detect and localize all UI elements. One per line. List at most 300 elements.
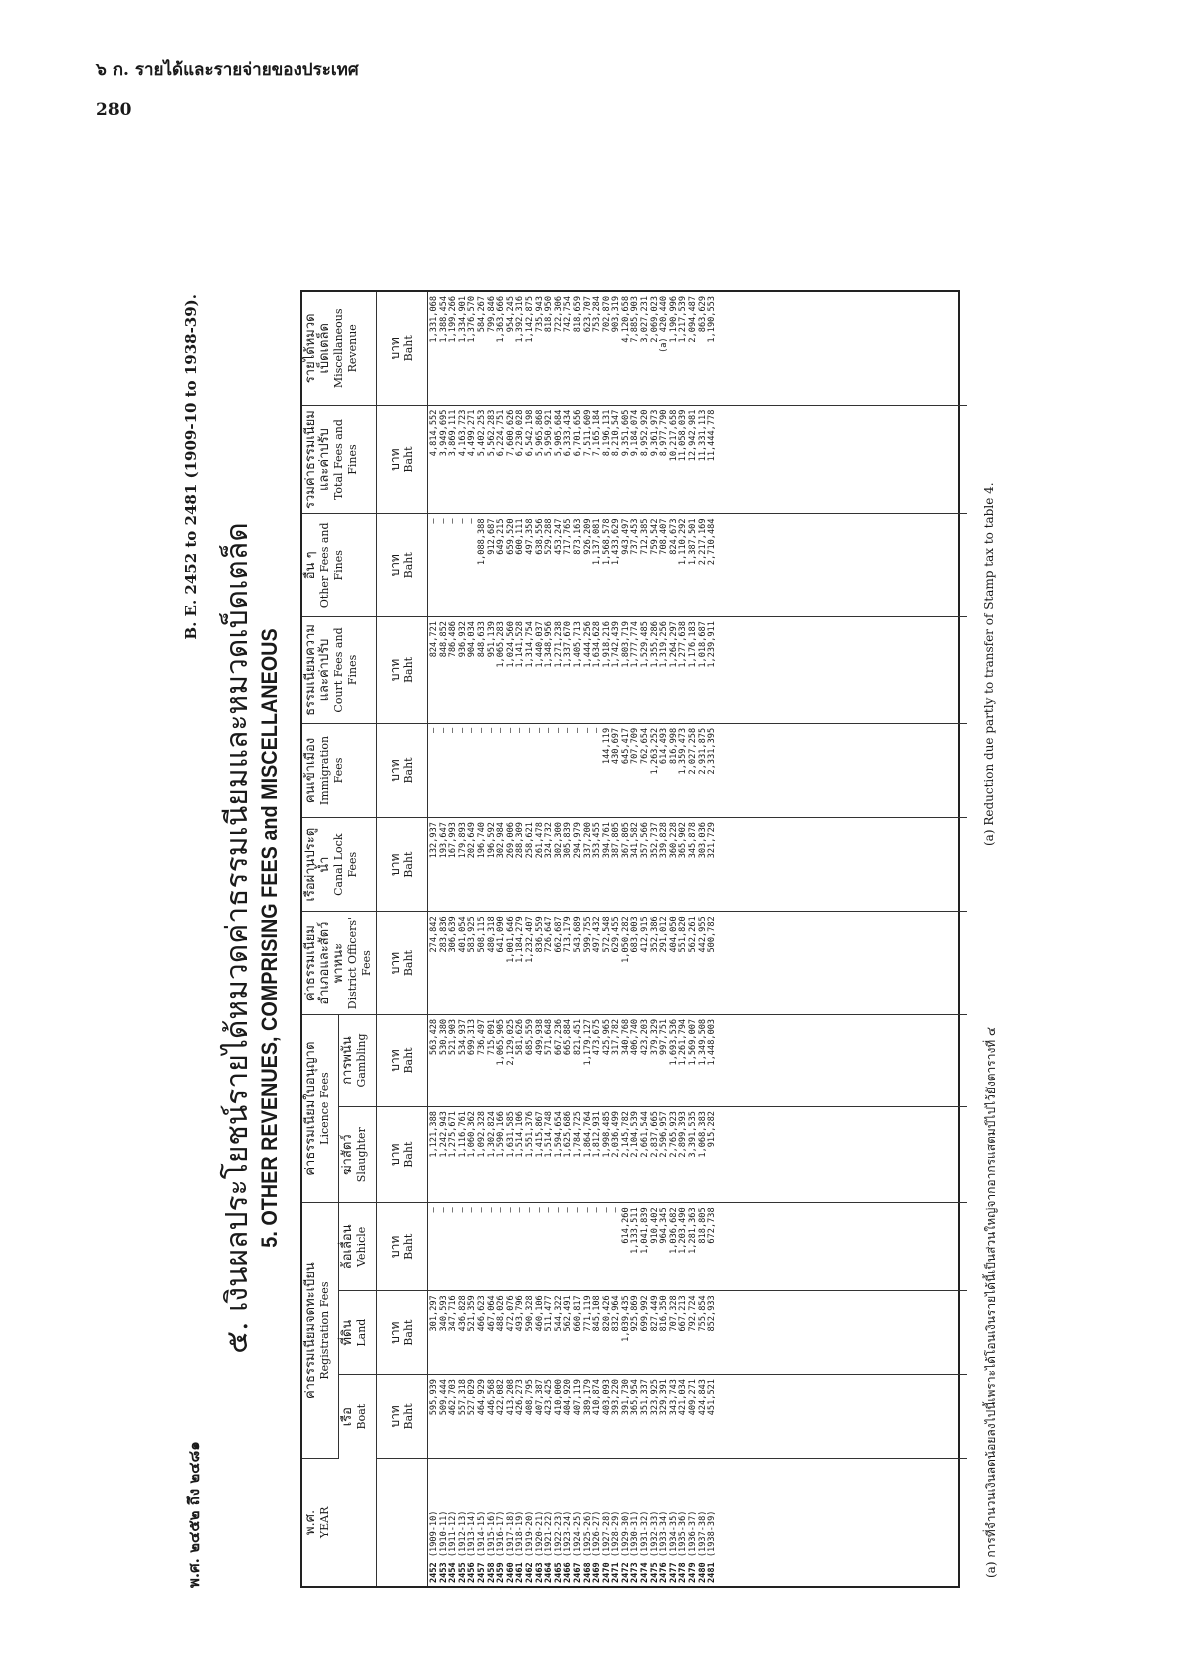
table-cell: — xyxy=(572,727,583,734)
table-cell: 302,300 xyxy=(553,822,564,859)
table-cell: 462,703 xyxy=(448,1379,459,1416)
year-be: 2478 xyxy=(678,1562,689,1583)
table-cell: 1,594,654 xyxy=(553,1111,564,1158)
table-cell: 742,754 xyxy=(563,296,574,333)
table-cell: 337,200 xyxy=(582,822,593,859)
year-ad: (1934-35) xyxy=(668,1510,679,1563)
year-be: 2455 xyxy=(457,1562,468,1583)
table-cell: 1,631,585 xyxy=(505,1111,516,1158)
table-cell: 1,142,875 xyxy=(524,296,535,343)
year-ad: (1932-33) xyxy=(649,1510,660,1563)
col-slaughter xyxy=(339,1107,377,1203)
unit-th: บาท xyxy=(388,1235,402,1258)
year-ad: (1912-13) xyxy=(457,1510,468,1563)
table-cell: 511,477 xyxy=(544,1295,555,1332)
table-cell: — xyxy=(553,727,564,734)
table-cell: 557,318 xyxy=(457,1379,468,1416)
table-cell: 910,402 xyxy=(649,1207,660,1244)
table-cell: 480,318 xyxy=(486,916,497,953)
col-other-th: อื่น ๆ xyxy=(303,551,318,580)
table-cell: 662,687 xyxy=(553,916,564,953)
col-gambling xyxy=(339,1014,377,1106)
table-cell: 345,878 xyxy=(688,822,699,859)
unit-cell xyxy=(377,514,428,617)
table-cell: 799,846 xyxy=(486,296,497,333)
rotated-table-block xyxy=(182,288,1042,1588)
vehicle-column-cells xyxy=(428,1203,968,1291)
table-cell: 1,568,578 xyxy=(601,518,612,566)
year-be: 2475 xyxy=(649,1562,660,1583)
table-cell: 954,245 xyxy=(505,296,516,333)
year-be: 2467 xyxy=(572,1562,583,1583)
table-cell: — xyxy=(515,727,526,734)
table-cell: 1,190,996 xyxy=(668,296,679,343)
table-cell: 852,933 xyxy=(707,1295,718,1332)
table-cell: 1,405,713 xyxy=(572,621,583,668)
table-cell: 683,003 xyxy=(630,916,641,953)
table-cell: 500,782 xyxy=(707,916,718,953)
year-ad: (1910-11) xyxy=(438,1510,449,1563)
table-cell: 1,001,646 xyxy=(505,916,516,963)
table-cell: 1,065,905 xyxy=(496,1018,507,1066)
table-cell: 1,337,670 xyxy=(563,621,574,668)
table-cell: — xyxy=(476,727,487,734)
table-cell: 497,432 xyxy=(592,916,603,953)
table-cell: 193,647 xyxy=(438,822,449,859)
table-cell: 707,328 xyxy=(668,1295,679,1332)
table-cell: 2,837,665 xyxy=(649,1111,660,1158)
table-cell: 5,402,253 xyxy=(476,409,487,457)
table-cell: 527,029 xyxy=(467,1379,478,1416)
table-cell: 464,929 xyxy=(476,1379,487,1416)
table-cell: 11,331,113 xyxy=(697,409,708,462)
table-cell: 6,230,028 xyxy=(515,409,526,457)
table-cell: 472,076 xyxy=(505,1295,516,1332)
table-cell: 1,777,774 xyxy=(630,621,641,668)
table-cell: 543,689 xyxy=(572,916,583,953)
table-cell: 759,542 xyxy=(649,518,660,555)
table-cell: 323,925 xyxy=(649,1379,660,1416)
table-cell: 1,693,536 xyxy=(668,1018,679,1066)
total-column-cells xyxy=(428,405,968,514)
unit-en: Baht xyxy=(402,757,415,784)
table-cell: 699,313 xyxy=(467,1018,478,1056)
land-column-cells xyxy=(428,1291,968,1375)
table-cell: 1,116,761 xyxy=(457,1111,468,1158)
table-cell: 818,950 xyxy=(544,296,555,333)
table-cell: 365,902 xyxy=(678,822,689,859)
table-cell: 351,337 xyxy=(640,1379,651,1416)
table-cell: — xyxy=(429,518,439,524)
table-cell: 423,425 xyxy=(544,1379,555,1416)
col-boat xyxy=(339,1375,377,1459)
year-be: 2481 xyxy=(707,1562,718,1583)
unit-year xyxy=(377,1458,428,1586)
immigration-column-cells xyxy=(428,723,968,817)
unit-cell xyxy=(377,405,428,514)
table-cell: 2,596,957 xyxy=(659,1111,670,1158)
table-cell: 563,428 xyxy=(429,1018,439,1056)
table-cell: 584,267 xyxy=(476,296,487,333)
units-row xyxy=(377,292,428,1586)
table-cell: 343,743 xyxy=(668,1379,679,1416)
table-cell: 196,740 xyxy=(476,822,487,859)
unit-en: Baht xyxy=(402,1047,415,1074)
table-cell: 1,036,682 xyxy=(668,1207,679,1254)
table-cell: 1,141,528 xyxy=(515,621,526,668)
page-number: 280 xyxy=(96,100,132,120)
table-cell: 426,273 xyxy=(515,1379,526,1416)
year-be: 2456 xyxy=(467,1562,478,1583)
table-cell: 393,220 xyxy=(611,1379,622,1416)
table-cell: 132,937 xyxy=(429,822,439,859)
table-cell: 1,092,328 xyxy=(476,1111,487,1158)
table-cell: 1,203,490 xyxy=(678,1207,689,1254)
unit-cell xyxy=(377,1291,428,1375)
data-body-row xyxy=(428,292,968,1586)
year-be: 2465 xyxy=(553,1562,564,1583)
table-cell: 2,710,484 xyxy=(707,518,718,566)
table-cell: — xyxy=(467,727,478,734)
year-be: 2462 xyxy=(524,1562,535,1583)
table-cell: 715,091 xyxy=(486,1018,497,1056)
table-cell: 5,965,868 xyxy=(534,409,545,457)
revenue-table xyxy=(300,290,960,1588)
table-cell: 407,119 xyxy=(572,1379,583,1416)
unit-en: Baht xyxy=(402,1141,415,1168)
table-cell: 964,345 xyxy=(659,1207,670,1244)
table-cell: 818,805 xyxy=(697,1207,708,1244)
table-cell: — xyxy=(582,1207,593,1213)
col-misc xyxy=(302,292,377,405)
table-cell: — xyxy=(486,1207,497,1213)
table-cell: 365,954 xyxy=(630,1379,641,1416)
table-cell: 2,931,875 xyxy=(697,727,708,775)
unit-en: Baht xyxy=(402,851,415,878)
table-cell: — xyxy=(563,727,574,734)
table-cell: 1,281,363 xyxy=(688,1207,699,1254)
col-land-th: ที่ดิน xyxy=(340,1319,356,1346)
table-cell: — xyxy=(572,1207,583,1213)
table-cell: 424,843 xyxy=(697,1379,708,1416)
unit-en: Baht xyxy=(402,1319,415,1346)
table-cell: 1,121,388 xyxy=(429,1111,439,1158)
title-thai: ๕. เงินผลประโยชน์รายได้หมวดค่าธรรมเนียมและหมวดเบ็ดเตล็ด xyxy=(220,522,255,1354)
table-cell: — xyxy=(457,727,468,734)
table-cell: 258,621 xyxy=(524,822,535,859)
year-ad: (1920-21) xyxy=(534,1510,545,1563)
table-cell: 1,176,183 xyxy=(688,621,699,668)
table-cell: 832,964 xyxy=(611,1295,622,1332)
table-cell: 614,260 xyxy=(620,1207,631,1244)
table-cell: — xyxy=(505,727,516,734)
table-cell: 12,942,981 xyxy=(688,409,699,462)
table-cell: 347,716 xyxy=(448,1295,459,1332)
table-cell: 1,359,473 xyxy=(678,727,689,775)
table-cell: — xyxy=(524,1207,535,1213)
year-ad: (1926-27) xyxy=(592,1510,603,1563)
col-licence-en: Licence Fees xyxy=(318,1072,331,1145)
unit-cell xyxy=(377,818,428,912)
year-column-cells xyxy=(428,1458,968,1586)
other-column-cells xyxy=(428,514,968,617)
year-be: 2464 xyxy=(544,1562,555,1583)
table-cell: 1,184,279 xyxy=(515,916,526,963)
unit-th: บาท xyxy=(388,1405,402,1428)
year-be: 2479 xyxy=(688,1562,699,1583)
table-cell: 305,839 xyxy=(563,822,574,859)
table-cell: 1,239,911 xyxy=(707,621,718,668)
table-cell: 422,082 xyxy=(496,1379,507,1416)
table-cell: 1,529,485 xyxy=(640,621,651,668)
unit-en: Baht xyxy=(402,552,415,579)
unit-cell xyxy=(377,292,428,405)
footnote-english: (a) Reduction due partly to transfer of Stamp tax to table 4. xyxy=(982,482,996,846)
year-be: 2469 xyxy=(592,1562,603,1583)
col-other xyxy=(302,514,377,617)
col-immigration xyxy=(302,723,377,817)
table-cell: 1,355,286 xyxy=(649,621,660,668)
table-cell: 638,556 xyxy=(534,518,545,555)
table-cell: 8,210,547 xyxy=(611,409,622,457)
col-court xyxy=(302,617,377,724)
table-cell: 473,675 xyxy=(592,1018,603,1056)
year-be: 2463 xyxy=(534,1562,545,1583)
table-cell: — xyxy=(486,727,497,734)
table-cell: 7,600,626 xyxy=(505,409,516,457)
table-cell: 3,869,111 xyxy=(448,409,459,457)
year-ad: (1916-17) xyxy=(496,1510,507,1563)
col-misc-th: รายได้หมวดเบ็ดเตล็ด xyxy=(303,313,332,384)
year-ad: (1930-31) xyxy=(630,1510,641,1563)
col-total-en: Total Fees and Fines xyxy=(332,419,359,501)
table-cell: 436,828 xyxy=(457,1295,468,1332)
table-cell: 1,041,839 xyxy=(640,1207,651,1254)
table-cell: 925,869 xyxy=(630,1295,641,1332)
year-be: 2461 xyxy=(515,1562,526,1583)
table-cell: 1,348,956 xyxy=(544,621,555,668)
table-cell: 943,497 xyxy=(620,518,631,555)
year-ad: (1923-24) xyxy=(563,1510,574,1563)
table-cell: 836,559 xyxy=(534,916,545,953)
table-cell: 572,548 xyxy=(601,916,612,953)
table-cell: 816,350 xyxy=(659,1295,670,1332)
table-cell: 1,199,266 xyxy=(448,296,459,343)
year-be: 2470 xyxy=(601,1562,612,1583)
year-ad: (1915-16) xyxy=(486,1510,497,1563)
table-cell: 423,203 xyxy=(640,1018,651,1056)
table-cell: 404,920 xyxy=(563,1379,574,1416)
table-cell: 762,654 xyxy=(640,727,651,765)
table-cell: 1,217,539 xyxy=(678,296,689,343)
table-cell: — xyxy=(611,1207,622,1213)
table-cell: 2,094,487 xyxy=(688,296,699,343)
year-be: 2473 xyxy=(630,1562,641,1583)
table-cell: — xyxy=(563,1207,574,1213)
table-cell: 5,950,921 xyxy=(544,409,555,457)
misc-column-cells xyxy=(428,292,968,405)
col-slaughter-en: Slaughter xyxy=(355,1127,369,1183)
table-cell: 301,297 xyxy=(429,1295,439,1332)
col-year xyxy=(302,1458,377,1586)
table-cell: 466,623 xyxy=(476,1295,487,1332)
footnote-thai: (a) การที่จำนวนเงินลดน้อยลงไปนี้เพราะได้โอนเงินรายได้นี้เป็นส่วนใหญ่จากอากรแสตมป์ไปไว้ยังตารางที่ ๔ xyxy=(984,1026,998,1578)
table-cell: — xyxy=(448,518,459,524)
year-be: 2468 xyxy=(582,1562,593,1583)
year-be: 2480 xyxy=(697,1562,708,1583)
col-gambling-en: Gambling xyxy=(355,1033,369,1088)
col-canal-en: Canal Lock Fees xyxy=(332,833,359,896)
table-cell: 2,036,499 xyxy=(611,1111,622,1158)
table-cell: 1,264,297 xyxy=(668,621,679,668)
table-cell: 873,163 xyxy=(572,518,583,555)
unit-th: บาท xyxy=(388,951,402,975)
table-cell: 4,163,723 xyxy=(457,409,468,457)
table-cell: 645,417 xyxy=(620,727,631,765)
table-cell: 530,380 xyxy=(438,1018,449,1056)
table-cell: — xyxy=(534,1207,545,1213)
table-cell: 1,349,508 xyxy=(697,1018,708,1066)
table-cell: 1,334,901 xyxy=(457,296,468,343)
table-cell: 827,449 xyxy=(649,1295,660,1332)
table-cell: 1,190,553 xyxy=(707,296,718,343)
table-cell: 707,709 xyxy=(630,727,641,765)
table-cell: 274,842 xyxy=(429,916,439,953)
table-cell: — xyxy=(429,727,439,734)
table-cell: 1,302,824 xyxy=(486,1111,497,1158)
table-cell: — xyxy=(601,1207,612,1213)
table-cell: 997,751 xyxy=(659,1018,670,1056)
year-ad: (1924-25) xyxy=(572,1510,583,1563)
table-cell: 581,626 xyxy=(515,1018,526,1056)
table-cell: 1,271,238 xyxy=(553,621,564,668)
table-cell: 551,820 xyxy=(678,916,689,953)
table-cell: 367,805 xyxy=(620,822,631,859)
year-ad: (1937-38) xyxy=(697,1510,708,1563)
table-cell: 1,864,764 xyxy=(582,1111,593,1158)
table-cell: 2,765,923 xyxy=(668,1111,679,1158)
table-cell: 339,828 xyxy=(659,822,670,859)
table-cell: 394,761 xyxy=(601,822,612,859)
table-cell: — xyxy=(544,1207,555,1213)
table-cell: 667,236 xyxy=(553,1018,564,1056)
table-cell: 425,965 xyxy=(601,1018,612,1056)
year-ad: (1918-19) xyxy=(515,1510,526,1563)
table-cell: 1,784,725 xyxy=(572,1111,583,1158)
table-cell: 1,179,127 xyxy=(582,1018,593,1066)
table-cell: 722,306 xyxy=(553,296,564,333)
year-be: 2471 xyxy=(611,1562,622,1583)
table-cell: 571,648 xyxy=(544,1018,555,1056)
unit-cell xyxy=(377,723,428,817)
table-cell: — xyxy=(467,518,478,524)
table-cell: 6,333,434 xyxy=(563,409,574,457)
table-cell: 641,090 xyxy=(496,916,507,953)
table-cell: 1,448,003 xyxy=(707,1018,718,1066)
table-cell: 413,208 xyxy=(505,1379,516,1416)
table-cell: 8,952,920 xyxy=(640,409,651,457)
table-cell: 544,322 xyxy=(553,1295,564,1332)
period-english: B. E. 2452 to 2481 (1909-10 to 1938-39). xyxy=(182,294,200,640)
year-ad: (1931-32) xyxy=(640,1510,651,1563)
table-cell: (a) 420,440 xyxy=(659,296,670,353)
table-cell: 1,065,283 xyxy=(496,621,507,668)
table-cell: 1,812,931 xyxy=(592,1111,603,1158)
unit-cell xyxy=(377,912,428,1015)
table-cell: 4,814,552 xyxy=(429,409,439,457)
table-cell: 717,765 xyxy=(563,518,574,555)
table-cell: 665,884 xyxy=(563,1018,574,1056)
table-cell: 1,514,748 xyxy=(544,1111,555,1158)
table-cell: 6,542,198 xyxy=(524,409,535,457)
year-ad: (1938-39) xyxy=(707,1510,718,1563)
year-ad: (1925-26) xyxy=(582,1510,593,1563)
year-ad: (1914-15) xyxy=(476,1510,487,1563)
unit-th: บาท xyxy=(388,554,402,577)
table-cell: 712,385 xyxy=(640,518,651,555)
table-cell: 737,453 xyxy=(630,518,641,555)
table-cell: 497,358 xyxy=(524,518,535,555)
table-cell: 816,998 xyxy=(668,727,679,765)
table-cell: 1,263,252 xyxy=(649,727,660,775)
year-be: 2466 xyxy=(563,1562,574,1583)
table-cell: 303,036 xyxy=(697,822,708,859)
table-cell: 2,129,025 xyxy=(505,1018,516,1066)
table-cell: 3,391,535 xyxy=(688,1111,699,1158)
table-cell: 699,992 xyxy=(640,1295,651,1332)
table-cell: 7,885,903 xyxy=(630,296,641,343)
table-cell: 2,027,258 xyxy=(688,727,699,775)
table-cell: 410,874 xyxy=(592,1379,603,1416)
table-cell: 2,145,782 xyxy=(620,1111,631,1158)
table-cell: 821,451 xyxy=(572,1018,583,1056)
col-other-en: Other Fees and Fines xyxy=(318,522,345,609)
table-cell: 1,440,037 xyxy=(534,621,545,668)
year-be: 2454 xyxy=(448,1562,459,1583)
table-cell: — xyxy=(553,1207,564,1213)
table-cell: — xyxy=(496,727,507,734)
table-cell: 755,854 xyxy=(697,1295,708,1332)
col-district xyxy=(302,912,377,1015)
running-head: ๖ ก. รายได้และรายจ่ายของประเทศ xyxy=(96,60,359,80)
table-cell: 1,363,666 xyxy=(496,296,507,343)
slaughter-column-cells xyxy=(428,1107,968,1203)
col-registration-en: Registration Fees xyxy=(318,1281,331,1380)
year-ad: (1929-30) xyxy=(620,1510,631,1563)
table-cell: 261,478 xyxy=(534,822,545,859)
table-cell: 360,228 xyxy=(668,822,679,859)
table-cell: 196,592 xyxy=(486,822,497,859)
table-cell: 324,732 xyxy=(544,822,555,859)
table-cell: — xyxy=(524,727,535,734)
unit-en: Baht xyxy=(402,950,415,977)
table-cell: 9,351,605 xyxy=(620,409,631,457)
table-cell: 10,217,658 xyxy=(668,409,679,462)
table-cell: 144,119 xyxy=(601,727,612,765)
table-cell: 1,039,435 xyxy=(620,1295,631,1342)
table-cell: 2,104,539 xyxy=(630,1111,641,1158)
table-cell: — xyxy=(457,518,468,524)
unit-cell xyxy=(377,1014,428,1106)
table-cell: 1,625,686 xyxy=(563,1111,574,1158)
col-immigration-th: คนเข้าเมือง xyxy=(303,737,318,804)
year-be: 2477 xyxy=(668,1562,679,1583)
year-ad: (1927-28) xyxy=(601,1510,612,1563)
table-cell: 753,284 xyxy=(592,296,603,333)
table-cell: 269,006 xyxy=(505,822,516,859)
unit-en: Baht xyxy=(402,335,415,362)
table-cell: 1,444,256 xyxy=(582,621,593,668)
